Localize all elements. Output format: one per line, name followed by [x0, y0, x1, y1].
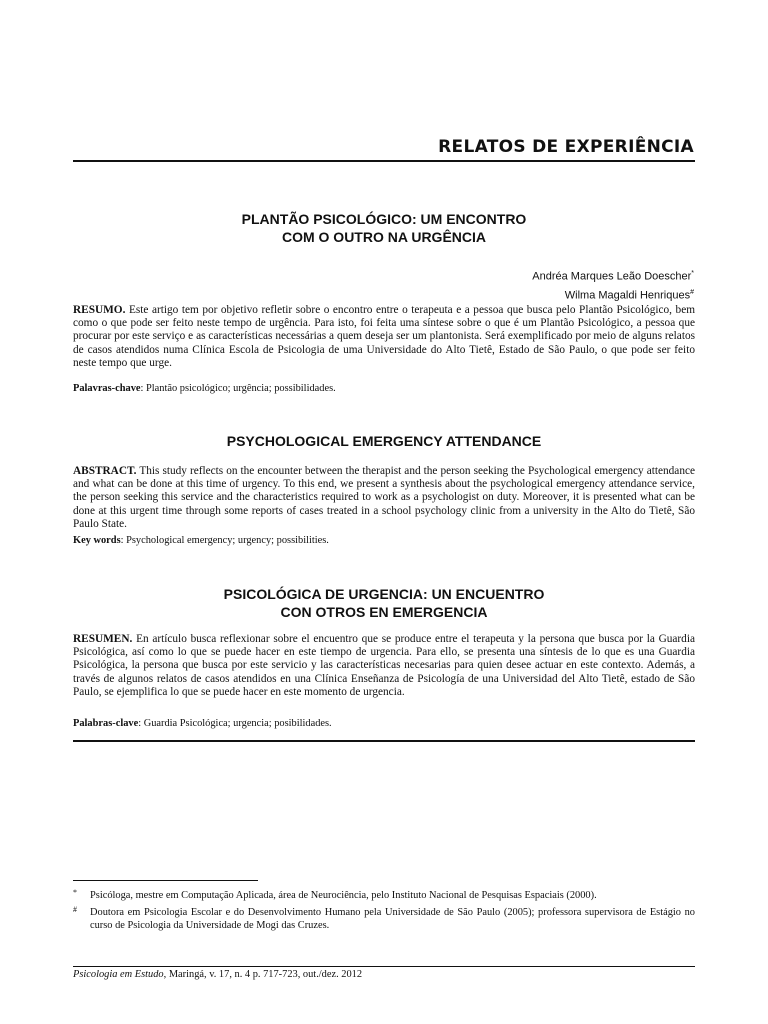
title-es-line2: CON OTROS EN EMERGENCIA: [280, 604, 488, 620]
keywords-english: [73, 534, 695, 547]
author-1-name: Andréa Marques Leão Doescher: [532, 270, 692, 283]
abstracts-end-divider: [73, 740, 695, 742]
footnote-1: [73, 889, 695, 902]
keywords-es-text: : Guardia Psicológica; urgencia; posibilidades.: [138, 718, 332, 729]
title-portuguese: [73, 210, 695, 246]
title-en: PSYCHOLOGICAL EMERGENCY ATTENDANCE: [226, 433, 542, 449]
footer-divider: [73, 966, 695, 967]
keywords-pt-label: Palavras-chave: [73, 383, 141, 394]
footnote-1-mark: *: [73, 888, 77, 897]
page-footer: [73, 968, 362, 981]
footnote-2-text: Doutora em Psicologia Escolar e do Desenvolvimento Humano pela Universidade de São Paulo (2005); professora supervisora de Estágio no curso de Psicologia da Universidade de Mogi das Cruzes.: [90, 907, 695, 931]
section-divider: [73, 160, 695, 162]
keywords-es-label: Palabras-clave: [73, 718, 139, 729]
author-1-mark: *: [691, 270, 694, 277]
footnote-divider: [73, 880, 258, 881]
abstract-pt-label: RESUMO.: [73, 304, 126, 316]
abstract-pt-text: Este artigo tem por objetivo refletir sobre o encontro entre o terapeuta e a pessoa que busca pelo Plantão Psicológico, bem como o que pode ser feito neste tempo de urgência. Para isto, foi feita uma síntese sobre o que é um Plantão Psicológico, a pessoa que procurar por este serviço e as características necessárias a quem deseja ser um plantonista. Será exemplificado por meio de alguns relatos de casos atendidos numa Clínica Escola de Psicologia de uma Universidade do Alto Tietê, Estado de São Paulo, o que pode ser feito neste tempo que urge.: [73, 304, 695, 369]
author-1: [532, 266, 694, 285]
abstract-portuguese: [73, 304, 695, 370]
keywords-pt-text: : Plantão psicológico; urgência; possibilidades.: [140, 383, 336, 394]
abstract-es-text: En artículo busca reflexionar sobre el encuentro que se produce entre el terapeuta y la persona que busca por la Guardia Psicológica, así como lo que se puede hacer en este tiempo de urgencia. Para ello, se presenta una síntesis de lo que es una Guardia Psicológica, la persona que busca por este servicio y las características necesarias para quien desee actuar en este contexto. Además, a través de algunos relatos de casos atendidos en una Clínica Enseñanza de Psicología de una Universidad del Alto Tietê, estado de São Paulo, se ejemplifica lo que se puede hacer en este momento de urgencia.: [73, 633, 695, 698]
author-2: [532, 285, 694, 304]
footnote-2: [73, 906, 695, 932]
abstract-en-text: This study reflects on the encounter between the therapist and the person seeking the Psychological emergency attendance and what can be done at this time of urgency. To this end, we present a synthesis about the psychological emergency attendance service, the person seeking this service and the characteristics required to work as a psychologist on duty. Moreover, it is presented what can be done at this urgent time through some reports of cases treated in a school psychology clinic from a university in the Alto do Tietê, São Paulo State.: [73, 465, 695, 530]
footer-journal: Psicologia em Estudo: [73, 969, 164, 980]
abstract-en-label: ABSTRACT.: [73, 465, 137, 477]
title-english: [73, 432, 695, 450]
abstract-spanish: [73, 633, 695, 699]
title-pt-line2: COM O OUTRO NA URGÊNCIA: [281, 229, 487, 245]
title-es-line1: PSICOLÓGICA DE URGENCIA: UN ENCUENTRO: [223, 586, 545, 602]
title-spanish: [73, 585, 695, 621]
keywords-spanish: [73, 717, 695, 730]
footer-details: , Maringá, v. 17, n. 4 p. 717-723, out./dez. 2012: [163, 969, 363, 980]
title-pt-line1: PLANTÃO PSICOLÓGICO: UM ENCONTRO: [241, 211, 527, 227]
keywords-portuguese: [73, 382, 695, 395]
footnote-1-text: Psicóloga, mestre em Computação Aplicada, área de Neurociência, pelo Instituto Nacional de Pesquisas Espaciais (2000).: [90, 890, 597, 901]
abstract-es-label: RESUMEN.: [73, 633, 133, 645]
authors-block: [532, 266, 694, 303]
abstract-english: [73, 465, 695, 531]
section-label: RELATOS DE EXPERIÊNCIA: [438, 137, 694, 157]
keywords-en-text: : Psychological emergency; urgency; possibilities.: [120, 535, 329, 546]
keywords-en-label: Key words: [73, 535, 121, 546]
author-2-name: Wilma Magaldi Henriques: [564, 289, 691, 302]
footnote-2-mark: #: [73, 905, 77, 914]
author-2-mark: #: [690, 288, 694, 296]
